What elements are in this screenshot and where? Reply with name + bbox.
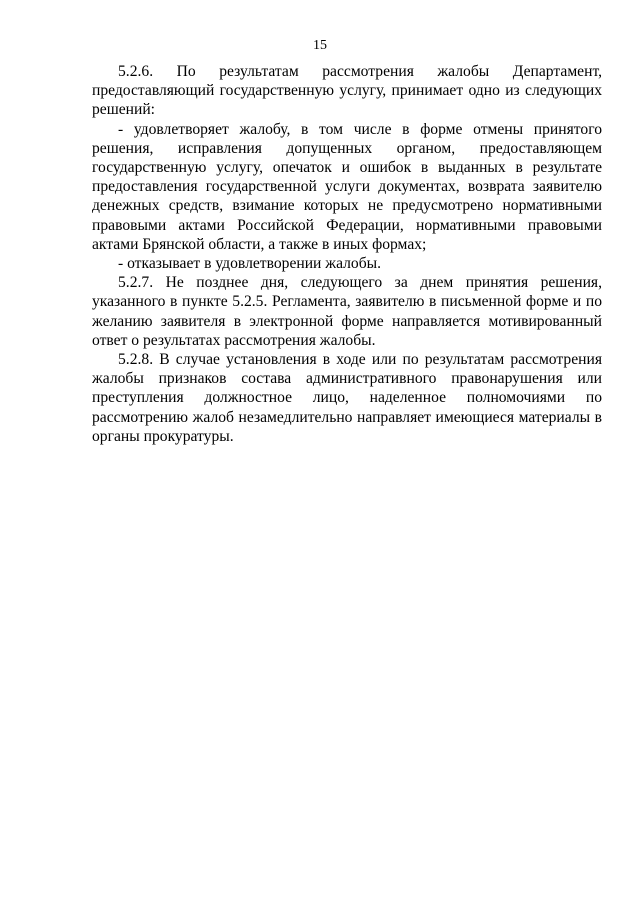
list-item-rejects-complaint: - отказывает в удовлетворении жалобы.: [118, 255, 382, 273]
list-item-satisfies-complaint: - удовлетворяет жалобу, в том числе в форме отмены принятого решения, исправления допущенных органом, предоставляющем государственную услугу, опечаток и ошибок в выданных в результате предоставления государственной услуги документах, возврата заявителю денежных средств, взимание которых не предусмотрено нормативными правовыми актами Российской Федерации, нормативными правовыми актами Брянской области, а также в иных формах;: [92, 120, 602, 253]
paragraph-5-2-8: 5.2.8. В случае установления в ходе или по результатам рассмотрения жалобы признаков состава административного правонарушения или преступления должностное лицо, наделенное полномочиями по рассмотрению жалоб незамедлительно направляет имеющиеся материалы в органы прокуратуры.: [92, 351, 602, 445]
page-number: 15: [313, 38, 327, 53]
paragraph-5-2-6: 5.2.6. По результатам рассмотрения жалобы Департамент, предоставляющий государственную услугу, принимает одно из следующих решений:: [92, 63, 602, 119]
paragraph-5-2-7: 5.2.7. Не позднее дня, следующего за днем принятия решения, указанного в пункте 5.2.5. Регламента, заявителю в письменной форме и по желанию заявителя в электронной форме направляется мотивированный ответ о результатах рассмотрения жалобы.: [92, 274, 602, 349]
document-body: [92, 62, 602, 446]
